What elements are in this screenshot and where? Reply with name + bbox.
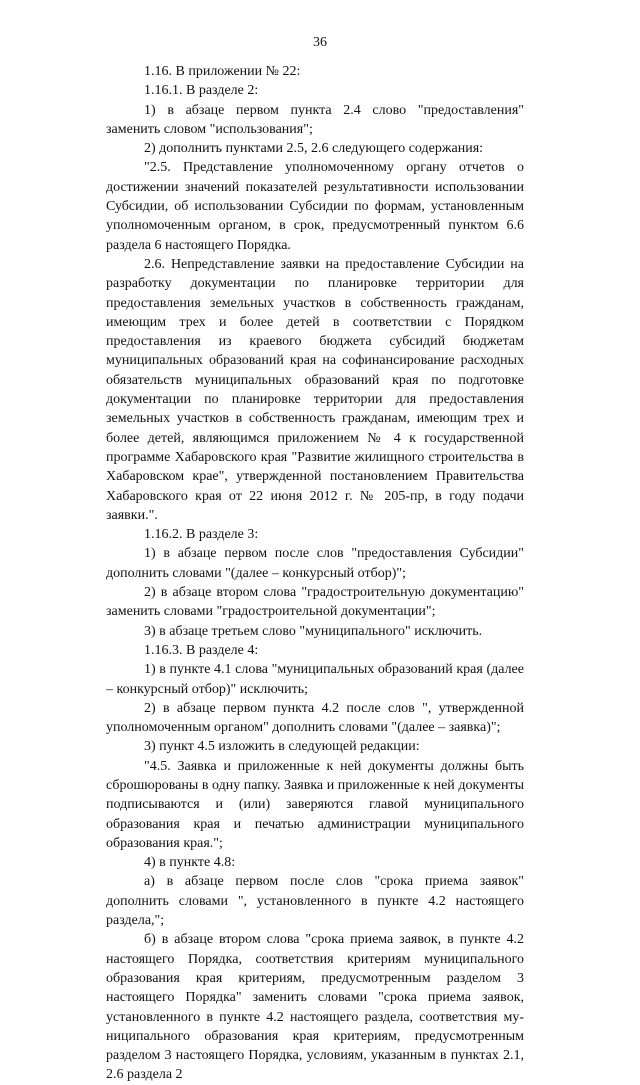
paragraph-9: 2) в абзаце втором слова "градостроительную документацию" заменить словами "градостроительной документации"; bbox=[106, 585, 524, 620]
paragraph-15: "4.5. Заявка и приложенные к ней документы должны быть сброшюрованы в одну папку. Заявка и приложенные к ней документы подписываются и (или) заверяются главой муниципального образования края и печатью администрации муниципального образования края."; bbox=[106, 758, 524, 851]
paragraph-12: 1) в пункте 4.1 слова "муниципальных образований края (далее – конкурсный отбор)" исключить; bbox=[106, 662, 524, 697]
document-body bbox=[106, 62, 524, 1085]
paragraph-2: 1.16.1. В разделе 2: bbox=[144, 83, 259, 99]
paragraph-5: "2.5. Представление уполномоченному органу отчетов о достижении значений показателей результативности использовании Субсидии, об использовании Субсидии по формам, установленным уполномоченным органом, в срок, предусмотренный пунктом 6.6 раздела 6 настоящего Порядка. bbox=[106, 160, 524, 253]
paragraph-6: 2.6. Непредставление заявки на предоставление Субсидии на разработку документации по планировке территории для предоставления земельных участков в собственность гражданам, имеющим трех и более детей в соответствии с Порядком предоставления из краевого бюджета субсидий бюджетам муниципальных образований края на софинансирование расходных обязательств муниципальных образований края по подготовке документации по планировке территории для предоставления земельных участков в собственность гражданам, имеющим трех и более детей, являющимся приложением № 4 к государственной программе Хабаровского края "Развитие жилищного строительства в Хабаровском крае", утвержденной постановлением Правительства Хабаровского края от 22 июня 2012 г. № 205-пр, в году подачи заявки.". bbox=[106, 256, 524, 523]
paragraph-17: а) в абзаце первом после слов "срока приема заявок" дополнить словами ", установленного в пункте 4.2 настоящего раздела,"; bbox=[106, 874, 524, 929]
paragraph-10: 3) в абзаце третьем слово "муниципального" исключить. bbox=[144, 623, 483, 639]
paragraph-14: 3) пункт 4.5 изложить в следующей редакции: bbox=[144, 739, 420, 755]
paragraph-4: 2) дополнить пунктами 2.5, 2.6 следующего содержания: bbox=[144, 141, 484, 157]
paragraph-16: 4) в пункте 4.8: bbox=[144, 855, 236, 871]
paragraph-7: 1.16.2. В разделе 3: bbox=[144, 527, 259, 543]
paragraph-3: 1) в абзаце первом пункта 2.4 слово "предоставления" заменить словом "использования"; bbox=[106, 102, 524, 137]
page-number: 36 bbox=[313, 35, 327, 50]
paragraph-18: б) в абзаце втором слова "срока приема заявок, в пункте 4.2 настоящего Порядка, соответствия критериям муниципального образования края критериям, предусмотренным разделом 3 настоящего Порядка" заменить словами "срока приема заявок, установленного в пункте 4.2 настоящего раздела, соответствия муниципального образования края критериям, предусмотренным разделом 3 настоящего Порядка, условиям, указанным в пунктах 2.1, 2.6 раздела 2 bbox=[106, 932, 524, 1083]
paragraph-11: 1.16.3. В разделе 4: bbox=[144, 642, 259, 658]
paragraph-8: 1) в абзаце первом после слов "предоставления Субсидии" дополнить словами "(далее – конкурсный отбор)"; bbox=[106, 546, 524, 581]
paragraph-13: 2) в абзаце первом пункта 4.2 после слов ", утвержденной уполномоченным органом" дополнить словами "(далее – заявка)"; bbox=[106, 700, 524, 736]
paragraph-1: 1.16. В приложении № 22: bbox=[144, 64, 301, 79]
